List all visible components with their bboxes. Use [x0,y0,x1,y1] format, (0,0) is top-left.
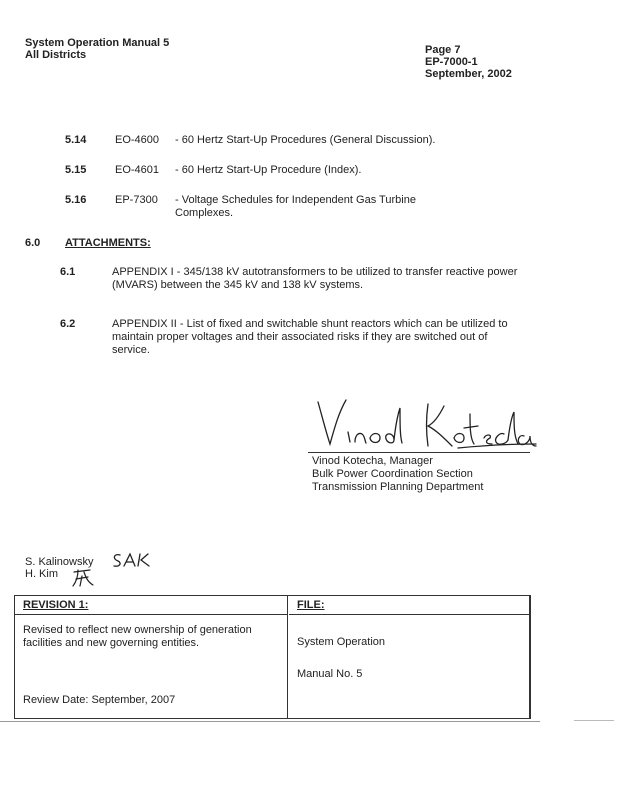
attachment-text: APPENDIX II - List of fixed and switchable shunt reactors which can be utilized to maintain proper voltages and their associated risks if they are switched out of service. [112,318,508,356]
reference-code: EO-4600 [115,134,160,146]
document-date: September, 2002 [425,68,512,80]
attachment-item [60,318,540,362]
section-number: 6.0 [25,237,41,249]
reference-code: EO-4601 [115,164,160,176]
districts-label: All Districts [25,49,87,61]
reference-item [65,134,545,148]
initials-line-1: S. Kalinowsky [25,556,94,568]
reference-description: - Voltage Schedules for Independent Gas Turbine Complexes. [175,194,416,219]
reference-item [65,164,545,178]
document-code: EP-7000-1 [425,56,478,68]
revision-heading: REVISION 1: [23,599,89,611]
document-header-left [25,37,169,61]
reference-item [65,194,545,222]
handwritten-initials-hk [70,566,96,588]
reference-description: - 60 Hertz Start-Up Procedure (Index). [175,164,362,176]
signatory-department: Transmission Planning Department [312,481,484,493]
attachment-text: APPENDIX I - 345/138 kV autotransformers to be utilized to transfer reactive power (MVARS) between the 345 kV and 138 kV systems. [112,266,518,291]
signature-line [308,452,530,453]
signatory-section: Bulk Power Coordination Section [312,468,473,480]
page-number: Page 7 [425,44,461,56]
revision-divider [15,614,287,615]
footer-rule [0,721,540,722]
handwritten-signature [308,394,540,452]
review-date: Review Date: September, 2007 [23,694,176,706]
reference-description: - 60 Hertz Start-Up Procedures (General Discussion). [175,134,436,146]
file-line-2: Manual No. 5 [297,668,363,680]
attachment-number: 6.2 [60,318,76,330]
initials-line-2: H. Kim [25,568,58,580]
attachment-item [60,266,540,296]
document-header-right [425,44,512,80]
file-column [289,596,529,718]
signature-block [312,455,483,494]
revision-column [15,596,288,718]
manual-title: System Operation Manual 5 [25,37,170,49]
reference-number: 5.15 [65,164,87,176]
revision-box [14,595,531,719]
attachment-number: 6.1 [60,266,76,278]
file-heading: FILE: [297,599,325,611]
footer-rule-fragment [574,720,614,721]
handwritten-initials-sak [110,551,156,569]
signatory-name: Vinod Kotecha, Manager [312,455,433,467]
section-title: ATTACHMENTS: [65,237,151,249]
section-heading [25,237,325,251]
revision-text: Revised to reflect new ownership of generation facilities and new governing entities. [23,624,252,649]
file-divider [289,614,529,615]
reference-number: 5.14 [65,134,87,146]
reference-number: 5.16 [65,194,87,206]
reference-code: EP-7300 [115,194,158,206]
file-line-1: System Operation [297,636,386,648]
